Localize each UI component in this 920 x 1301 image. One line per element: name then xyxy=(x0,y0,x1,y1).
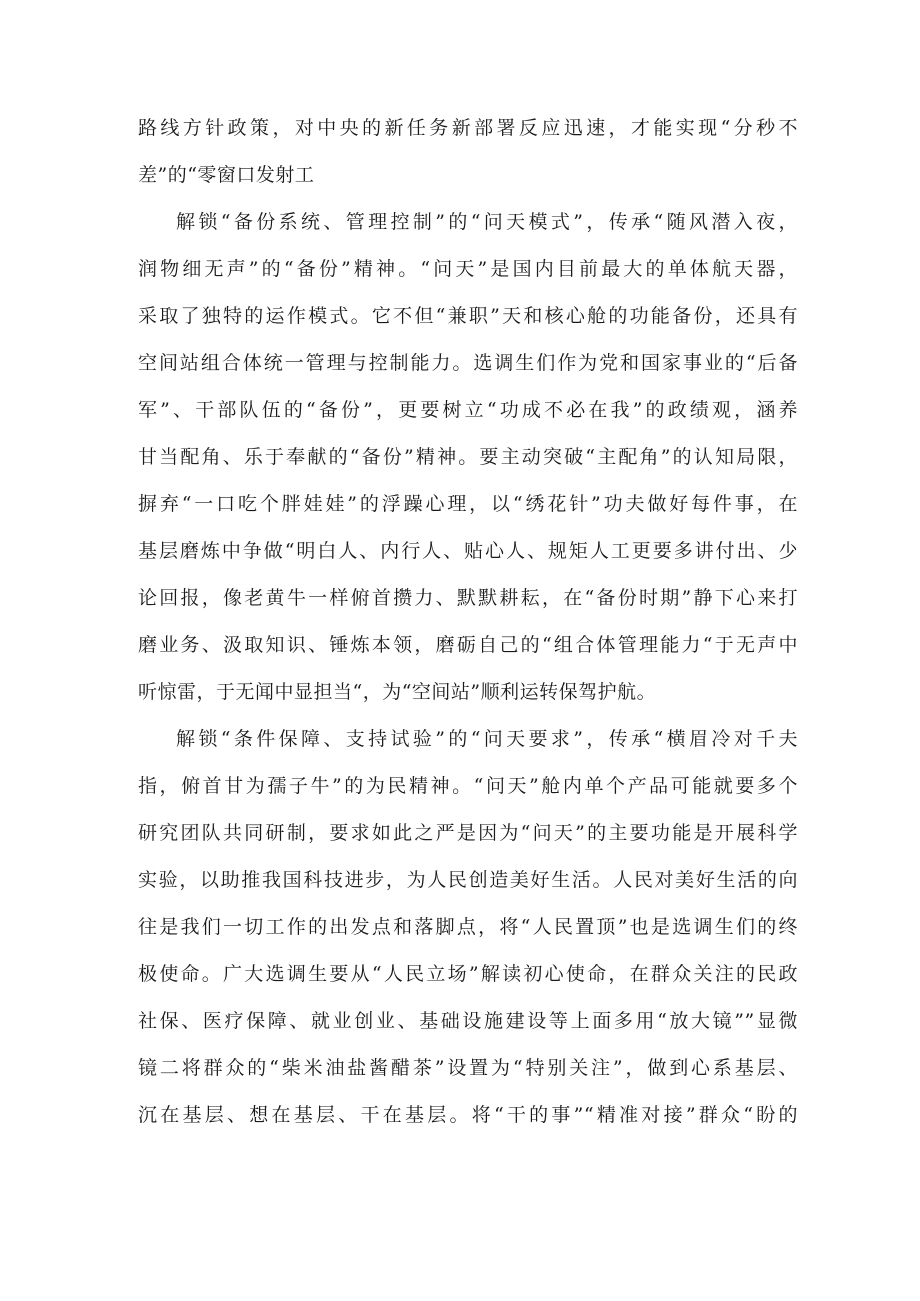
text-line: 采取了独特的运作模式。它不但“兼职”天和核心舱的功能备份，还具有 xyxy=(138,305,798,327)
text-line: 差”的“零窗口发射工 xyxy=(138,164,315,186)
text-line: 听惊雷，于无闻中显担当“，为“空间站”顺利运转保驾护航。 xyxy=(138,681,657,703)
text-line: 空间站组合体统一管理与控制能力。选调生们作为党和国家事业的“后备 xyxy=(138,352,798,374)
text-line: 论回报，像老黄牛一样俯首攒力、默默耕耘，在“备份时期”静下心来打 xyxy=(138,587,798,609)
text-line: 沉在基层、想在基层、干在基层。将“干的事”“精准对接”群众“盼的 xyxy=(138,1104,798,1126)
paragraph-first-line: 解锁“备份系统、管理控制”的“问天模式”，传承“随风潜入夜， xyxy=(176,211,798,233)
text-line: 镜二将群众的“柴米油盐酱醋茶”设置为“特别关注”，做到心系基层、 xyxy=(138,1057,798,1079)
text-line: 往是我们一切工作的出发点和落脚点，将“人民置顶”也是选调生们的终 xyxy=(138,916,798,938)
text-line: 研究团队共同研制，要求如此之严是因为“问天”的主要功能是开展科学 xyxy=(138,822,798,844)
text-line: 极使命。广大选调生要从“人民立场”解读初心使命，在群众关注的民政 xyxy=(138,963,798,985)
text-line: 指，俯首甘为孺子牛”的为民精神。“问天”舱内单个产品可能就要多个 xyxy=(138,775,798,797)
text-line: 润物细无声”的“备份”精神。“问天”是国内目前最大的单体航天器， xyxy=(138,258,798,280)
text-line: 摒弃“一口吃个胖娃娃”的浮躁心理，以“绣花针”功夫做好每件事，在 xyxy=(138,493,798,515)
text-line: 基层磨炼中争做“明白人、内行人、贴心人、规矩人工更要多讲付出、少 xyxy=(138,540,798,562)
text-line: 路线方针政策，对中央的新任务新部署反应迅速，才能实现“分秒不 xyxy=(138,117,798,139)
text-line: 磨业务、汲取知识、锤炼本领，磨砺自己的“组合体管理能力“于无声中 xyxy=(138,634,798,656)
text-line: 甘当配角、乐于奉献的“备份”精神。要主动突破“主配角”的认知局限， xyxy=(138,446,798,468)
text-line: 社保、医疗保障、就业创业、基础设施建设等上面多用“放大镜””显微 xyxy=(138,1010,798,1032)
text-line: 实验，以助推我国科技进步，为人民创造美好生活。人民对美好生活的向 xyxy=(138,869,798,891)
paragraph-first-line: 解锁“条件保障、支持试验”的“问天要求”，传承“横眉冷对千夫 xyxy=(176,728,798,750)
text-line: 军”、干部队伍的“备份”，更要树立“功成不必在我”的政绩观，涵养 xyxy=(138,399,798,421)
